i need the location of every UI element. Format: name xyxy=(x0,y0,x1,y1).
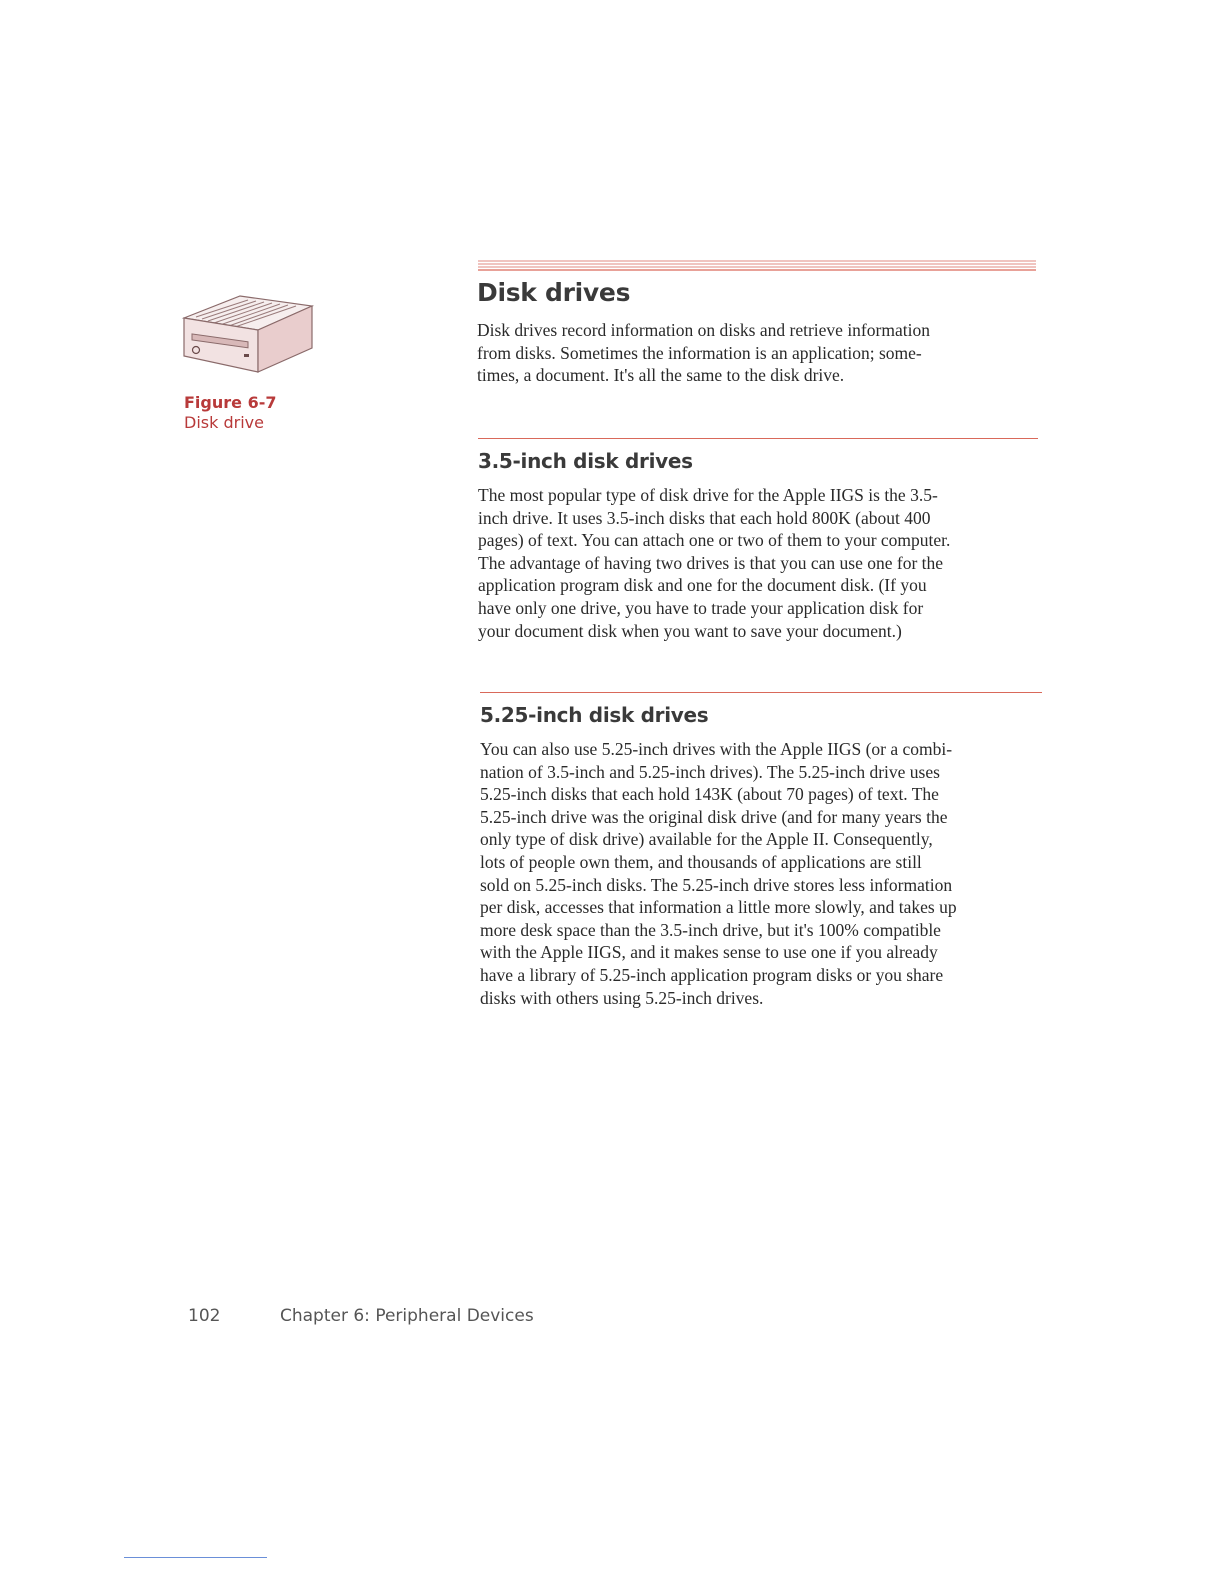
paragraph-line: 5.25-inch drive was the original disk drive (and for many years the xyxy=(480,806,948,827)
paragraph-line: from disks. Sometimes the information is an application; some- xyxy=(477,342,922,363)
paragraph-line: 5.25-inch disks that each hold 143K (about 70 pages) of text. The xyxy=(480,784,939,805)
paragraph-line: The most popular type of disk drive for the Apple IIGS is the 3.5- xyxy=(478,485,938,505)
bottom-edge-rule xyxy=(124,1557,267,1558)
disk-drive-illustration-icon xyxy=(178,292,318,376)
paragraph-line: application program disk and one for the document disk. (If you xyxy=(478,575,927,596)
paragraph-line: pages) of text. You can attach one or two of them to your computer. xyxy=(478,530,951,551)
paragraph-line: have a library of 5.25-inch application program disks or you share xyxy=(480,964,944,985)
paragraph-line: The advantage of having two drives is that you can use one for the xyxy=(478,552,944,573)
figure-label: Figure 6-7 xyxy=(184,393,277,412)
running-footer-chapter: Chapter 6: Peripheral Devices xyxy=(280,1306,534,1326)
paragraph-line: Disk drives record information on disks and retrieve information xyxy=(477,320,930,340)
paragraph-line: nation of 3.5-inch and 5.25-inch drives). The 5.25-inch drive uses xyxy=(480,761,940,782)
paragraph-line: your document disk when you want to save your document.) xyxy=(478,620,902,641)
section-title-3-5-inch: 3.5-inch disk drives xyxy=(478,449,693,473)
section-title-disk-drives: Disk drives xyxy=(477,278,631,307)
paragraph-line: more desk space than the 3.5-inch drive, but it's 100% compatible xyxy=(480,919,941,940)
paragraph-line: You can also use 5.25-inch drives with the Apple IIGS (or a combi- xyxy=(480,739,953,759)
paragraph-line: sold on 5.25-inch disks. The 5.25-inch drive stores less information xyxy=(480,874,953,895)
paragraph-line: per disk, accesses that information a little more slowly, and takes up xyxy=(480,897,957,918)
paragraph-line: lots of people own them, and thousands of applications are still xyxy=(480,851,922,872)
paragraph-line: only type of disk drive) available for the Apple II. Consequently, xyxy=(480,829,933,850)
section-divider xyxy=(480,692,1042,693)
paragraph-line: have only one drive, you have to trade your application disk for xyxy=(478,597,924,618)
paragraph-disk-drives xyxy=(477,319,1037,387)
section-title-5-25-inch: 5.25-inch disk drives xyxy=(480,703,709,727)
page-number: 102 xyxy=(188,1306,221,1326)
section-top-rule xyxy=(478,260,1036,272)
section-divider xyxy=(478,438,1038,439)
figure-caption: Disk drive xyxy=(184,413,264,432)
paragraph-5-25-inch xyxy=(480,738,1045,1009)
paragraph-3-5-inch xyxy=(478,484,1038,642)
paragraph-line: inch drive. It uses 3.5-inch disks that each hold 800K (about 400 xyxy=(478,507,931,528)
paragraph-line: with the Apple IIGS, and it makes sense to use one if you already xyxy=(480,942,938,963)
paragraph-line: times, a document. It's all the same to the disk drive. xyxy=(477,365,845,386)
paragraph-line: disks with others using 5.25-inch drives. xyxy=(480,987,764,1008)
